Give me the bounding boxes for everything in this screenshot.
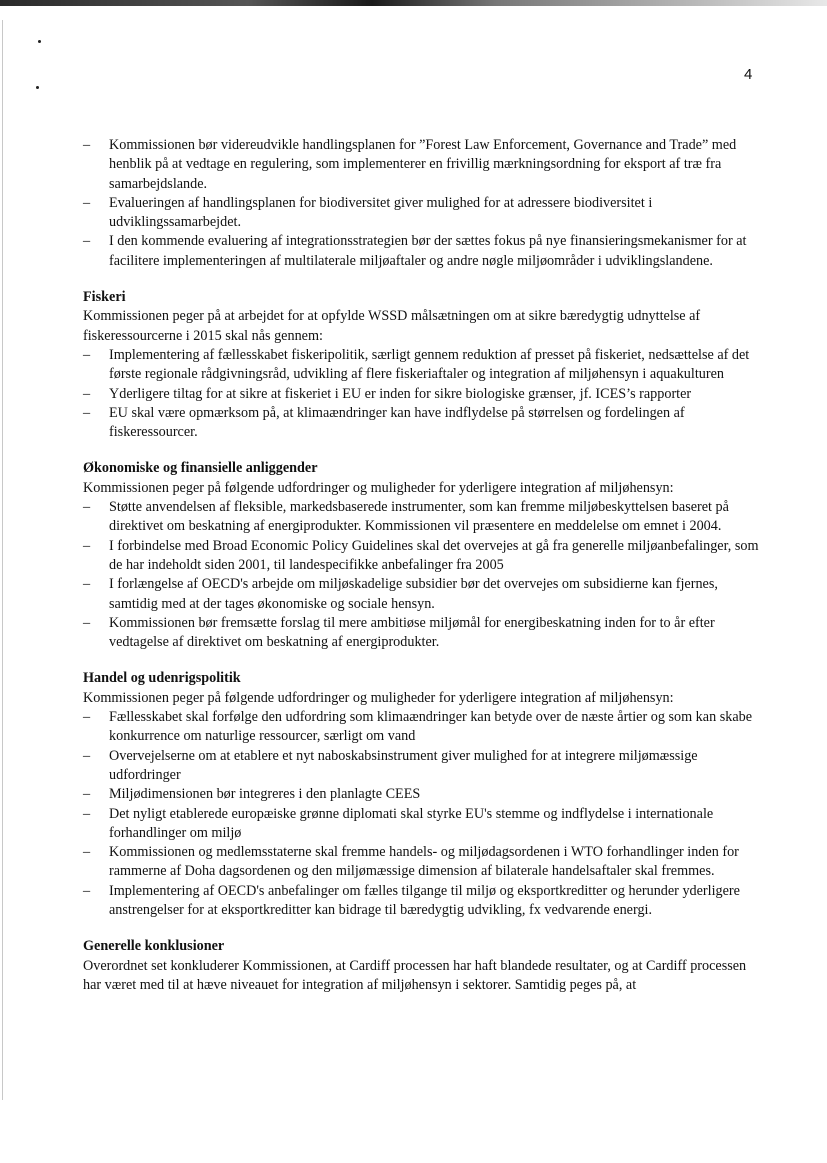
scan-speck: [36, 86, 39, 89]
list-item: – Støtte anvendelsen af fleksible, markedsbaserede instrumenter, som kan fremme miljøbeskyttelsen baseret på direktivet om beskatning af energiprodukter. Kommissionen vil præsentere en meddelelse om emnet i 2004.: [83, 498, 759, 537]
list-item: – Implementering af fællesskabet fiskeripolitik, særligt gennem reduktion af presset på fiskeriet, nedsættelse af det første regionale rådgivningsråd, udvikling af flere fiskeriaftaler og integration af miljøhensyn i aquakulturen: [83, 346, 759, 385]
list-item: – Evalueringen af handlingsplanen for biodiversitet giver mulighed for at adressere biodiversitet i udviklingssamarbejdet.: [83, 194, 759, 233]
list-item: – Overvejelserne om at etablere et nyt naboskabsinstrument giver mulighed for at integrere miljømæssige udfordringer: [83, 747, 759, 786]
section-intro: Kommissionen peger på følgende udfordringer og muligheder for yderligere integration af miljøhensyn:: [83, 479, 674, 496]
list-item: – I forbindelse med Broad Economic Policy Guidelines skal det overvejes at gå fra generelle miljøanbefalinger, som de har indeholdt siden 2001, til landespecifikke anbefalinger fra 2005: [83, 537, 759, 576]
list-item: – EU skal være opmærksom på, at klimaændringer kan have indflydelse på størrelsen og fordelingen af fiskeressourcer.: [83, 404, 759, 443]
list-item: – I den kommende evaluering af integrationsstrategien bør der sættes fokus på nye finansieringsmekanismer for at facilitere implementeringen af multilaterale miljøaftaler og andre nøgle miljøområder i udviklingslandene.: [83, 232, 759, 271]
scan-speck: [38, 40, 41, 43]
list-item: – Implementering af OECD's anbefalinger om fælles tilgange til miljø og eksportkreditter og herunder yderligere anstrengelser for at eksportkreditter kan bidrage til bæredygtig udvikling, fx vedvarende energi.: [83, 882, 759, 921]
list-item: – Det nyligt etablerede europæiske grønne diplomati skal styrke EU's stemme og indflydelse i internationale forhandlinger om miljø: [83, 805, 759, 844]
list-item: – Kommissionen og medlemsstaterne skal fremme handels- og miljødagsordenen i WTO forhandlinger inden for rammerne af Doha dagsordenen og den miljømæssige dimension af bilaterale handelsaftaler skal fremmes.: [83, 843, 759, 882]
section-intro: Kommissionen peger på følgende udfordringer og muligheder for yderligere integration af miljøhensyn:: [83, 689, 674, 706]
bullet-list: [83, 708, 759, 920]
section-heading: Handel og udenrigspolitik: [83, 670, 241, 687]
document-body: [83, 136, 759, 995]
section-handel: [83, 669, 759, 920]
list-item: – Yderligere tiltag for at sikre at fiskeriet i EU er inden for sikre biologiske grænser, jf. ICES’s rapporter: [83, 385, 759, 404]
list-item: – Kommissionen bør videreudvikle handlingsplanen for ”Forest Law Enforcement, Governance and Trade” med henblik på at vedtage en regulering, som implementerer en frivillig mærkningsordning for eksport af træ fra samarbejdslande.: [83, 136, 759, 194]
bullet-list: [83, 346, 759, 442]
list-item: – Fællesskabet skal forfølge den udfordring som klimaændringer kan betyde over de næste årtier og som kan skabe konkurrence om naturlige ressourcer, særligt om vand: [83, 708, 759, 747]
intro-bullet-list: [83, 136, 759, 271]
bullet-list: [83, 498, 759, 652]
section-fiskeri: [83, 288, 759, 442]
section-okonomiske: [83, 459, 759, 652]
section-heading: Generelle konklusioner: [83, 938, 225, 955]
list-item: – I forlængelse af OECD's arbejde om miljøskadelige subsidier bør det overvejes om subsidierne kan fjernes, samtidig med at der tages økonomiske og sociale hensyn.: [83, 575, 759, 614]
list-item: – Miljødimensionen bør integreres i den planlagte CEES: [83, 785, 759, 804]
list-item: – Kommissionen bør fremsætte forslag til mere ambitiøse miljømål for energibeskatning inden for to år efter vedtagelse af direktivet om beskatning af energiprodukter.: [83, 614, 759, 653]
page-number: 4: [744, 66, 753, 83]
scan-top-edge: [0, 0, 827, 6]
scan-left-edge: [2, 20, 3, 1100]
section-generelle: [83, 937, 759, 995]
section-intro: Kommissionen peger på at arbejdet for at opfylde WSSD målsætningen om at sikre bæredygtig udnyttelse af fiskeressourcerne i 2015 skal nås gennem:: [83, 308, 701, 344]
section-intro: Overordnet set konkluderer Kommissionen, at Cardiff processen har haft blandede resultater, og at Cardiff processen har været med til at hæve niveauet for integration af miljøhensyn i sektorer. Samtidig peges på, at: [83, 957, 747, 993]
section-heading: Fiskeri: [83, 289, 126, 306]
section-heading: Økonomiske og finansielle anliggender: [83, 460, 318, 477]
